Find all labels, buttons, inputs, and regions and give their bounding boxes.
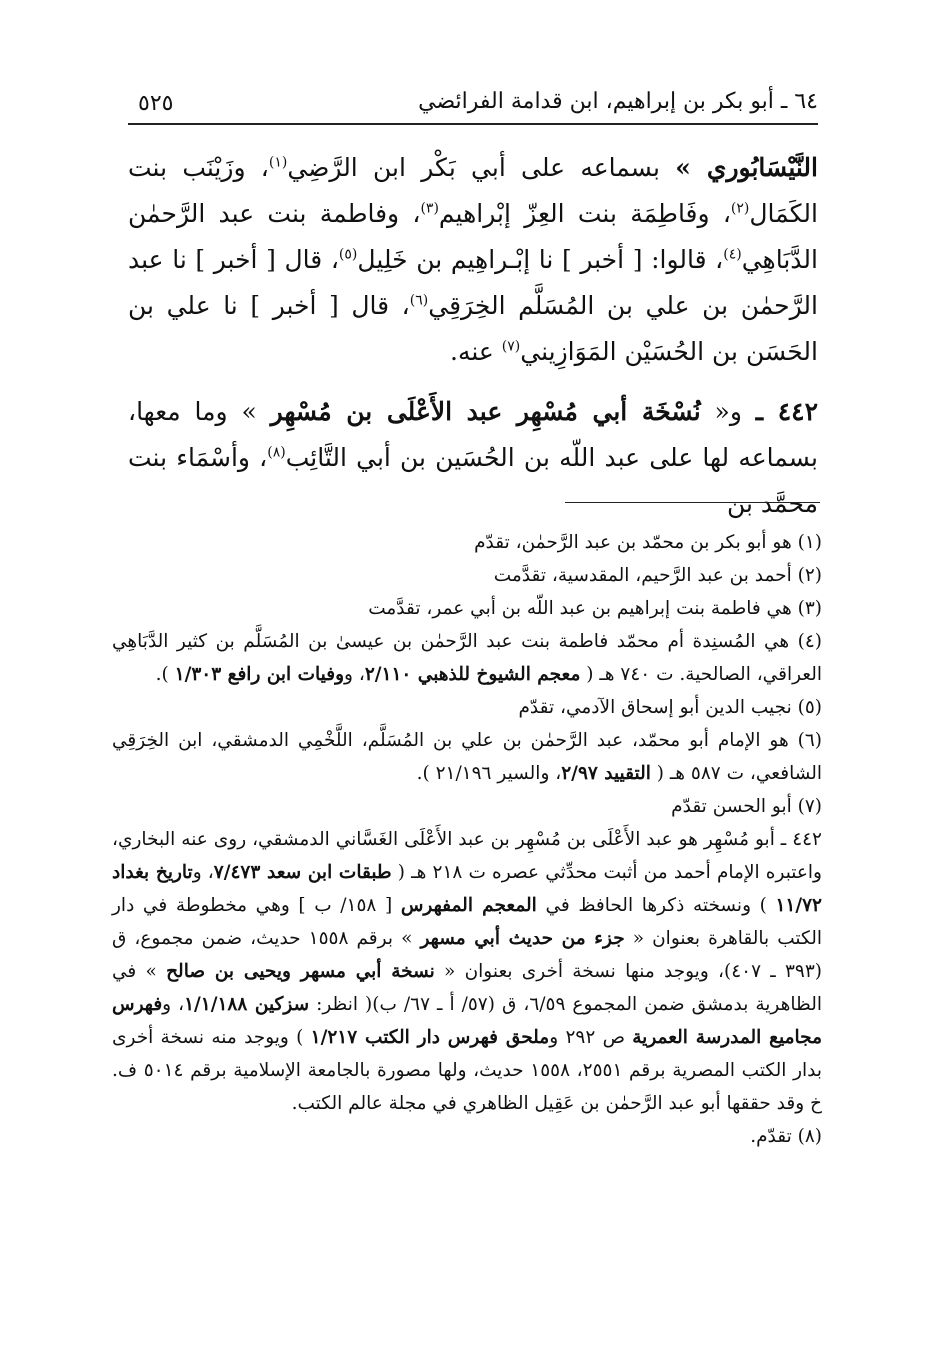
text-run: ، قالوا: [ أخبر ] نا إبْـراهِيم بن خَلِيل	[357, 245, 724, 274]
bold-name: النَّيْسَابُوري »	[675, 153, 818, 182]
entry-442	[128, 389, 818, 527]
bold-reference: نسخة أبي مسهر ويحيى بن صالح	[166, 961, 435, 982]
footnote-ref: (٣)	[420, 200, 439, 217]
text-run: بسماعه على أبي بَكْر ابن الرَّضِي	[287, 153, 676, 182]
text-run: » برقم ١٥٥٨ حديث، ضمن مجموع، ق (٣٩٣ ـ ٤٠٧)، ويوجد منها نسخة أخرى بعنوان «	[112, 928, 822, 982]
footnote-ref: (١)	[268, 154, 288, 171]
footnotes	[112, 526, 822, 1153]
text-run: عنه.	[450, 337, 502, 366]
text-run: ، وفاطمة بنت عبد الرَّحمٰن الدَّبَاهِي	[128, 199, 818, 274]
bold-reference: وفيات ابن رافع ١/٣٠٣	[174, 664, 345, 685]
text-run: » وما معها، بسماعه لها على عبد اللّه بن الحُسَين بن أبي التَّائِب	[128, 397, 818, 472]
text-run: (٤) هي المُسنِدة أم محمّد فاطمة بنت عبد الرَّحمٰن بن عيسىٰ بن المُسَلَّم بن كثير الدَّبَاهِي العراقي، الصالحية. ت ٧٤٠ هـ (	[112, 631, 822, 685]
footnote-4	[112, 625, 822, 691]
bold-reference: فهرس مجاميع المدرسة العمرية	[112, 994, 822, 1048]
footnote-ref: (٦)	[409, 292, 429, 309]
bold-reference: سزكين ١/١/١٨٨	[184, 994, 310, 1015]
footnote-8: (٨) تقدّم.	[750, 1126, 822, 1147]
text-run: ، وزَيْنَب بنت الكَمَال	[128, 153, 818, 228]
text-run: ) ويوجد منه نسخة أخرى بدار الكتب المصرية برقم ٢٥٥١، ١٥٥٨ حديث، ولها مصورة بالجامعة الإسلامية برقم ٥٠١٤ ف. خ وقد حققها أبو عبد الرَّحمٰن بن عَقِيل الظاهري في مجلة عالم الكتب.	[112, 1027, 823, 1114]
text-run: ص ٢٩٢ و	[549, 1027, 633, 1048]
running-head: ٦٤ ـ أبو بكر بن إبراهيم، ابن قدامة الفرائضي	[418, 89, 818, 114]
text-run: ، و	[162, 994, 185, 1015]
text-run: ، والسير ٢١/١٩٦ ).	[416, 763, 562, 784]
footnote-2: (٢) أحمد بن عبد الرَّحيم، المقدسية، تقدَّمت	[493, 565, 822, 586]
footnote-7: (٧) أبو الحسن تقدّم	[671, 796, 822, 817]
footnote-separator	[565, 502, 820, 503]
text-run: (٦) هو الإمام أبو محمّد، عبد الرَّحمٰن بن علي بن المُسَلَّم، اللَّخْمِي الدمشقي، ابن الخِرَقِي الشافعي، ت ٥٨٧ هـ (	[112, 730, 822, 784]
page-header	[128, 85, 818, 125]
bold-reference: معجم الشيوخ للذهبي ٢/١١٠	[364, 664, 581, 685]
text-run: ، و	[192, 862, 214, 883]
footnote-6	[112, 724, 822, 790]
entry-title: نُسْخَة أبي مُسْهِر عبد الأَعْلَى بن مُسْهِر	[270, 397, 701, 426]
text-run: ، وفَاطِمَة بنت العِزّ إبْراهيم	[438, 199, 731, 228]
footnote-442	[112, 823, 822, 1120]
footnote-ref: (٤)	[723, 246, 742, 263]
footnote-3: (٣) هي فاطمة بنت إبراهيم بن عبد اللّه بن أبي عمر، تقدَّمت	[368, 598, 822, 619]
bold-reference: تاريخ بغداد ١١/٧٢	[112, 862, 822, 916]
bold-reference: المعجم المفهرس	[400, 895, 537, 916]
footnote-5: (٥) نجيب الدين أبو إسحاق الآدمي، تقدّم	[518, 697, 822, 718]
paragraph-continuation	[128, 145, 818, 375]
bold-reference: ملحق فهرس دار الكتب ١/٢١٧	[310, 1027, 550, 1048]
footnote-1: (١) هو أبو بكر بن محمّد بن عبد الرَّحمٰن، تقدّم	[474, 532, 822, 553]
text-run: ، قال [ أخبر ] نا عبد الرَّحمٰن بن علي بن المُسَلَّم الخِرَقِي	[128, 245, 818, 320]
bold-reference: طبقات ابن سعد ٧/٤٧٣	[213, 862, 392, 883]
bold-reference: جزء من حديث أبي مسهر	[420, 928, 625, 949]
main-text	[128, 145, 818, 527]
text-run: ).	[155, 664, 175, 685]
text-run: و«	[700, 397, 756, 426]
entry-number: ٤٤٢ ـ	[755, 397, 819, 426]
footnote-ref: (٢)	[730, 200, 750, 217]
text-run: [ ١٥٨/ ب ] وهي مخطوطة في دار الكتب بالقاهرة بعنوان «	[112, 895, 822, 949]
text-run: ، و	[344, 664, 365, 685]
footnote-ref: (٥)	[338, 246, 358, 263]
text-run: ، وأسْمَاء بنت محمَّد بن	[128, 443, 818, 518]
footnote-ref: (٧)	[501, 338, 521, 355]
page-number: ٥٢٥	[138, 91, 174, 116]
text-run: » في الظاهرية بدمشق ضمن المجموع ٦/٥٩، ق (٥٧/ أ ـ ٦٧/ ب)( انظر:	[112, 961, 822, 1015]
text-run: ) ونسخته ذكرها الحافظ في	[536, 895, 776, 916]
footnote-ref: (٨)	[267, 444, 286, 461]
text-run: ، قال [ أخبر ] نا علي بن الحَسَن بن الحُسَيْن المَوَازِيني	[128, 291, 818, 366]
bold-reference: التقييد ٢/٩٧	[561, 763, 651, 784]
text-run: ٤٤٢ ـ أبو مُسْهِر هو عبد الأَعْلَى بن مُسْهِر بن عبد الأَعْلَى الغَسَّاني الدمشقي، روى عنه البخاري، واعتبره الإمام أحمد من أثبت محدِّثي عصره ت ٢١٨ هـ (	[112, 829, 822, 883]
